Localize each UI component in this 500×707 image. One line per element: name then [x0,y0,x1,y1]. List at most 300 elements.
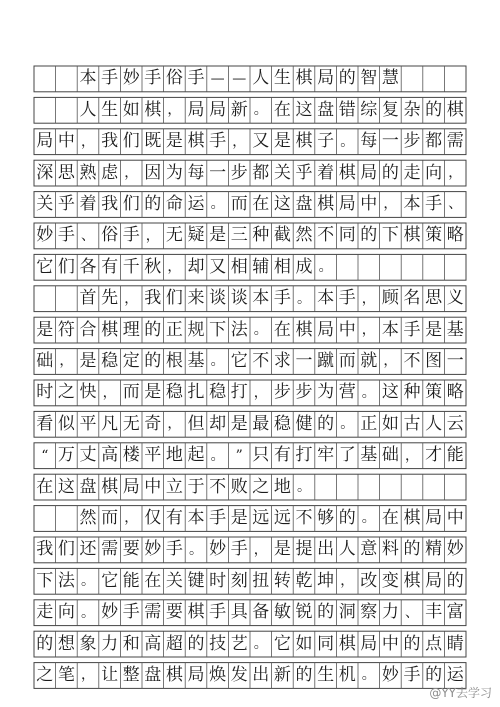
grid-char: 但 [187,413,205,434]
grid-char: 向 [425,162,443,183]
grid-char: 稳 [209,382,227,403]
grid-char: 棋 [187,131,205,152]
grid-char: 础 [381,445,399,466]
grid-char: 首 [79,288,97,309]
grid-char: 中 [360,193,378,214]
grid-char: ， [167,259,182,276]
grid-char: ， [361,322,376,339]
grid-char: 仅 [144,507,162,528]
grid-char: 策 [425,382,443,403]
grid-char: 妙 [122,68,140,89]
grid-char: 谈 [209,288,227,309]
grid-char: 子 [317,131,335,152]
grid-char: 我 [101,193,119,214]
grid-char: 之 [36,664,54,685]
grid-char: 的 [425,99,443,120]
grid-char: 。 [361,667,376,684]
grid-char: 基 [360,445,378,466]
grid-char: 棋 [338,633,356,654]
grid-char: 种 [252,225,270,246]
grid-char: 慧 [381,68,399,89]
grid-char: 每 [187,162,205,183]
grid-char: 步 [295,382,313,403]
grid-char [34,506,56,532]
grid-char: 它 [273,633,291,654]
grid-char: 。 [253,102,268,119]
grid-char: 人 [252,68,270,89]
grid-char: 下 [381,225,399,246]
grid-char: 同 [338,225,356,246]
grid-char: 是 [425,319,443,340]
grid-char: 而 [101,507,119,528]
grid-char: 出 [317,539,335,560]
grid-char: 为 [317,382,335,403]
grid-char: ， [253,384,268,401]
grid-char: 盘 [317,99,335,120]
grid-char: 高 [144,633,162,654]
grid-char: 中 [381,633,399,654]
grid-char: 们 [122,193,140,214]
grid-char: 丈 [79,445,97,466]
grid-char: 一 [209,162,227,183]
grid-char: 然 [79,507,97,528]
grid-char: 截 [273,225,291,246]
grid-char: 人 [425,413,443,434]
grid-char: 有 [165,507,183,528]
grid-char: 乾 [295,570,313,591]
grid-char: 。 [253,322,268,339]
grid-char: 远 [273,507,291,528]
grid-char: 新 [230,99,248,120]
grid-char: 的 [317,602,335,623]
grid-char: 是 [273,539,291,560]
grid-char: 察 [360,602,378,623]
grid-char: 手 [403,664,421,685]
grid-char: 妙 [101,602,119,623]
grid-char: — [232,70,247,87]
grid-char: 是 [230,413,248,434]
grid-char: 而 [230,193,248,214]
grid-char: 的 [144,193,162,214]
grid-char: 键 [187,570,205,591]
grid-char: 平 [79,413,97,434]
grid-char: 远 [252,507,270,528]
grid-char: 打 [230,382,248,403]
grid-char: 的 [381,162,399,183]
grid-char: 手 [403,319,421,340]
grid-char: 我 [101,131,119,152]
grid-char: 棋 [317,193,335,214]
grid-char: 出 [252,664,270,685]
grid-char: 能 [122,570,140,591]
grid-char: 手 [425,193,443,214]
grid-char: 笔 [57,664,75,685]
grid-char: 的 [144,350,162,371]
grid-char: ， [253,541,268,558]
grid-char: ， [167,102,182,119]
grid-char: 合 [79,319,97,340]
grid-char: 本 [79,68,97,89]
grid-char: 起 [187,445,205,466]
grid-char: ， [361,290,376,307]
grid-char: ， [448,165,463,182]
grid-char: 健 [295,413,313,434]
grid-char: 而 [338,350,356,371]
grid-char: 乎 [57,193,75,214]
grid-char: 正 [360,413,378,434]
grid-char: 棋 [403,570,421,591]
grid-char: 需 [446,131,464,152]
grid-char: 。 [210,353,225,370]
grid-char: 每 [360,131,378,152]
grid-char: 在 [273,319,291,340]
grid-char: 就 [360,350,378,371]
grid-char: 的 [403,633,421,654]
grid-char: 似 [57,413,75,434]
grid-char: 图 [425,350,443,371]
grid-char: 无 [122,413,140,434]
grid-char: 的 [360,225,378,246]
grid-char: 们 [165,288,183,309]
grid-char: — [210,70,225,87]
grid-char: 是 [165,131,183,152]
grid-char: 棋 [144,99,162,120]
grid-char: 我 [36,539,54,560]
grid-char: 这 [57,476,75,497]
grid-char: 一 [295,350,313,371]
grid-char: 坤 [317,570,335,591]
grid-char: 着 [317,162,335,183]
grid-char: 奇 [144,413,162,434]
grid-char: ， [80,133,95,150]
grid-char: ， [145,227,160,244]
grid-char: 因 [144,162,162,183]
grid-char: 万 [57,445,75,466]
grid-char: 下 [36,570,54,591]
grid-char: 基 [446,319,464,340]
grid-char: 败 [230,476,248,497]
grid-char: 关 [165,570,183,591]
grid-char: 打 [295,445,313,466]
grid-char [34,66,56,92]
grid-char: 综 [360,99,378,120]
grid-char: 够 [317,507,335,528]
grid-char: 有 [273,445,291,466]
grid-char: 快 [79,382,97,403]
grid-char: 棋 [295,319,313,340]
grid-char: 棋 [446,99,464,120]
grid-char: 备 [252,602,270,623]
grid-char: 本 [252,288,270,309]
grid-char: 新 [273,664,291,685]
grid-char: 。 [210,447,225,464]
grid-char: 不 [252,350,270,371]
grid-char: 变 [381,570,399,591]
grid-char: 扎 [187,382,205,403]
grid-char: 智 [360,68,378,89]
grid-char: 础 [36,350,54,371]
grid-char: 了 [338,445,356,466]
grid-char: 根 [165,350,183,371]
grid-char: 它 [101,570,119,591]
grid-char: 最 [252,413,270,434]
grid-char: 时 [36,382,54,403]
grid-char: 不 [295,507,313,528]
grid-char: 的 [317,413,335,434]
grid-char: 辅 [252,256,270,277]
grid-char: 在 [36,476,54,497]
grid-char: 是 [79,350,97,371]
grid-char: 杂 [403,99,421,120]
grid-char: 命 [165,193,183,214]
grid-char: 这 [381,382,399,403]
grid-char: 的 [338,507,356,528]
grid-char: 手 [165,539,183,560]
grid-char: 相 [230,256,248,277]
grid-char: 着 [79,193,97,214]
grid-char: 深 [36,162,54,183]
grid-char: 本 [403,193,421,214]
grid-char: 意 [360,539,378,560]
grid-char: 手 [187,68,205,89]
grid-char: 能 [446,445,464,466]
grid-char: 都 [252,162,270,183]
grid-char: 在 [144,570,162,591]
grid-char: 虑 [101,162,119,183]
grid-char: 步 [273,382,291,403]
grid-char: 盘 [144,664,162,685]
grid-char: 云 [446,413,464,434]
grid-char: 是 [273,131,291,152]
grid-char: 手 [57,225,75,246]
grid-char: ， [124,165,139,182]
grid-char [56,286,78,312]
grid-char: 洞 [338,602,356,623]
grid-char: 局 [360,162,378,183]
grid-char: 棋 [165,664,183,685]
grid-char: 整 [122,664,140,685]
grid-char: 之 [252,476,270,497]
grid-char: 法 [230,319,248,340]
grid-char [34,286,56,312]
grid-char: 又 [209,256,227,277]
grid-char: 、 [404,604,419,621]
grid-char: 的 [187,633,205,654]
grid-char: 不 [317,225,335,246]
grid-char: 手 [101,68,119,89]
grid-char: 略 [446,382,464,403]
grid-char: 乎 [295,162,313,183]
grid-char: 它 [36,256,54,277]
grid-char: 妙 [144,539,162,560]
grid-char: 才 [425,445,443,466]
grid-char: 规 [187,319,205,340]
grid-char: 熟 [79,162,97,183]
grid-char: 稳 [273,413,291,434]
grid-char: 楼 [122,445,140,466]
grid-char: 生 [101,99,119,120]
grid-char: 疑 [187,225,205,246]
grid-char: 都 [425,131,443,152]
grid-char: 却 [187,256,205,277]
grid-char: 手 [209,507,227,528]
grid-char: 生 [317,664,335,685]
grid-char: 。 [210,196,225,213]
grid-char: 是 [230,507,248,528]
grid-char: 艺 [230,633,248,654]
grid-char: 不 [209,476,227,497]
grid-char: 们 [57,256,75,277]
grid-char: 稳 [165,382,183,403]
grid-char: 料 [381,539,399,560]
grid-char: 无 [165,225,183,246]
grid-char: 为 [165,162,183,183]
grid-char: 是 [36,319,54,340]
grid-char: 在 [273,99,291,120]
grid-char: 点 [425,633,443,654]
grid-char: 凡 [101,413,119,434]
grid-char: 这 [295,99,313,120]
grid-char: 妙 [446,539,464,560]
grid-char: 棋 [295,131,313,152]
grid-char: 蹴 [317,350,335,371]
grid-char: 走 [403,162,421,183]
grid-char: 步 [403,131,421,152]
grid-char: 睛 [446,633,464,654]
grid-char: 理 [122,319,140,340]
grid-char: 只 [252,445,270,466]
grid-char: ， [167,416,182,433]
grid-char: 我 [144,288,162,309]
grid-char: 求 [273,350,291,371]
grid-char: 们 [57,539,75,560]
grid-char: ， [124,510,139,527]
grid-char: 手 [230,539,248,560]
grid-char: 力 [381,602,399,623]
grid-char: 牢 [317,445,335,466]
grid-char: 本 [187,507,205,528]
grid-char: 象 [79,633,97,654]
grid-char: 棋 [295,68,313,89]
grid-char: 局 [187,99,205,120]
grid-char: 、 [448,196,463,213]
grid-char: 看 [36,413,54,434]
watermark: @YY去学习 [429,686,492,700]
grid-char: 。 [80,573,95,590]
grid-char: 同 [317,633,335,654]
grid-char: 局 [122,476,140,497]
grid-char: 思 [425,288,443,309]
grid-char: 局 [187,664,205,685]
grid-char: 有 [101,256,119,277]
grid-char: 需 [101,539,119,560]
grid-char: 是 [209,225,227,246]
grid-char: 运 [446,664,464,685]
grid-char: 棋 [403,225,421,246]
grid-char: 盘 [79,476,97,497]
grid-char: 地 [273,476,291,497]
grid-char: 的 [403,539,421,560]
grid-char: 。 [340,133,355,150]
grid-char: 一 [381,131,399,152]
grid-char: ， [404,447,419,464]
grid-char: 和 [122,633,140,654]
grid-char: 种 [403,382,421,403]
grid-char: 手 [144,68,162,89]
grid-char: 之 [57,382,75,403]
grid-char: 还 [79,539,97,560]
grid-char: 下 [209,319,227,340]
grid-char: ， [59,353,74,370]
grid-char: 改 [360,570,378,591]
grid-char: 敏 [273,602,291,623]
grid-char: 它 [230,350,248,371]
grid-char: 三 [230,225,248,246]
grid-char: 各 [79,256,97,277]
grid-char: 。 [361,384,376,401]
grid-char: 超 [165,633,183,654]
grid-char: 复 [381,99,399,120]
grid-char: 营 [338,382,356,403]
grid-char: 技 [209,633,227,654]
grid-char: 中 [446,507,464,528]
grid-char: 局 [425,570,443,591]
grid-char: 又 [252,131,270,152]
grid-char: 富 [446,602,464,623]
grid-char: 棋 [101,319,119,340]
grid-char: 关 [273,162,291,183]
grid-char: 略 [446,225,464,246]
grid-char: 精 [425,539,443,560]
grid-char: ， [340,573,355,590]
grid-char: 发 [230,664,248,685]
grid-char: 俗 [165,68,183,89]
grid-char: 刻 [230,570,248,591]
grid-char: 关 [36,193,54,214]
grid-char: 。 [296,290,311,307]
grid-char: 向 [57,602,75,623]
grid-char: 策 [425,225,443,246]
grid-char: 局 [209,99,227,120]
grid-char: 时 [209,570,227,591]
grid-char: 生 [273,68,291,89]
grid-char: 的 [446,570,464,591]
grid-char: 思 [57,162,75,183]
grid-char: 地 [165,445,183,466]
grid-char: 中 [338,319,356,340]
grid-char: 秋 [144,256,162,277]
grid-char: 平 [144,445,162,466]
grid-char: 既 [144,131,162,152]
grid-char: 法 [57,570,75,591]
grid-char: ， [232,133,247,150]
grid-char: 这 [273,193,291,214]
grid-char: 想 [57,633,75,654]
grid-char: 然 [295,225,313,246]
grid-char: 本 [317,288,335,309]
grid-char [56,506,78,532]
grid-char: 手 [209,131,227,152]
grid-char: 扭 [252,570,270,591]
grid-char: 相 [273,256,291,277]
grid-char: 的 [338,68,356,89]
grid-char: ， [80,667,95,684]
grid-char: 高 [101,445,119,466]
grid-char: 符 [57,319,75,340]
grid-char: 立 [165,476,183,497]
grid-char: 人 [79,99,97,120]
grid-char: ， [383,196,398,213]
